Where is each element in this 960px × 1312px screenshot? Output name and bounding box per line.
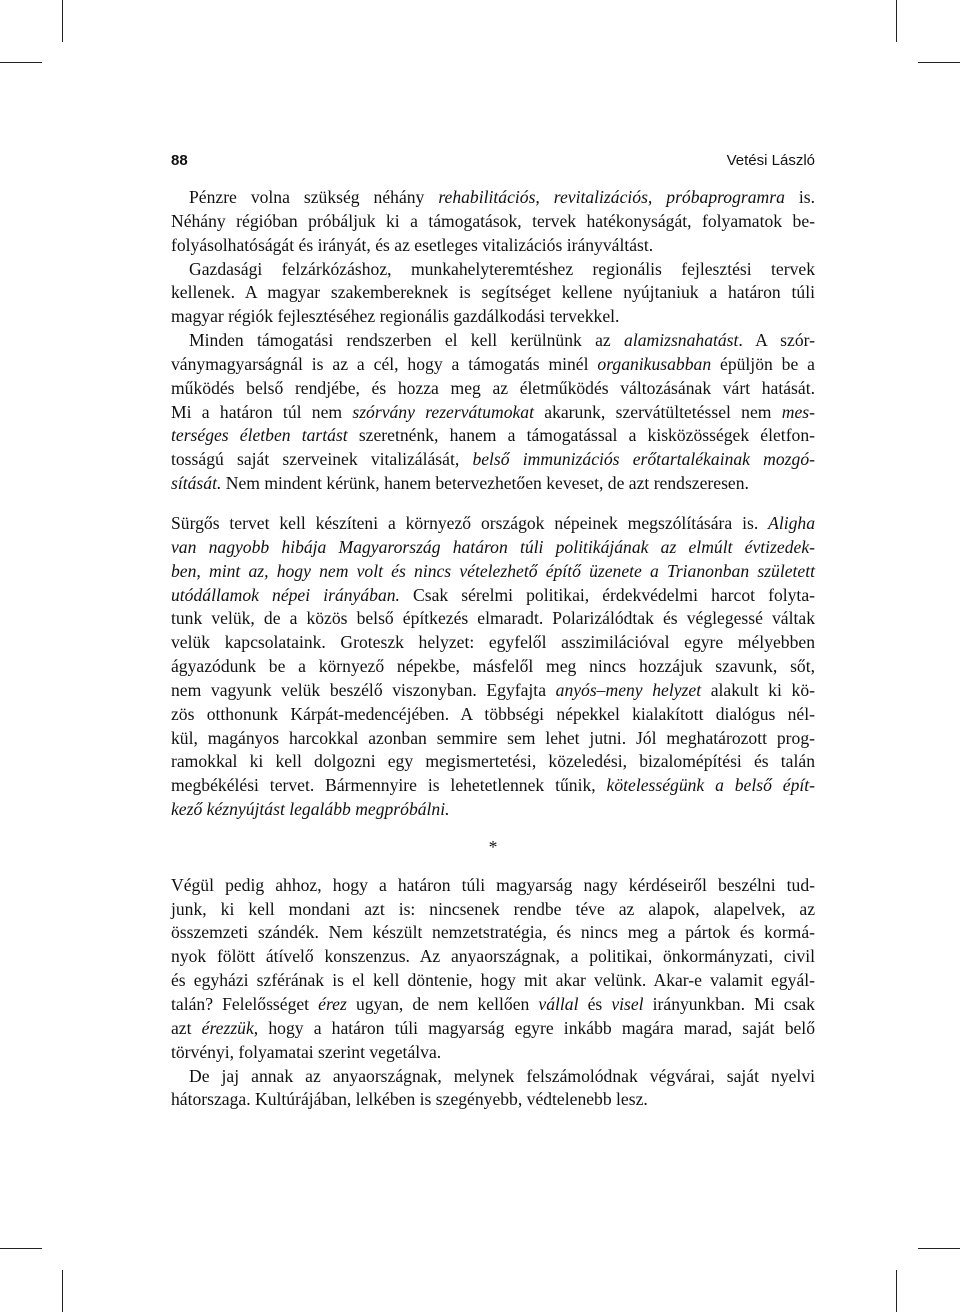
text-line (171, 401, 815, 425)
text-line (171, 305, 815, 329)
italic-run: van nagyobb hibája Magyarország határon túli politikájának az elmúlt évtizedek- (171, 536, 815, 557)
text-run: összemzeti szándék. Nem készült nemzetstratégia, és nincs meg a pártok és kormá- (171, 922, 815, 943)
text-run: nem vagyunk velük beszélő viszonyban. Egyfajta (171, 679, 556, 700)
paragraph (171, 512, 815, 822)
text-run: tosságú saját szerveinek vitalizálását, (171, 449, 473, 470)
text-run: Sürgős tervet kell készíteni a környező országok népeinek megszólítására is. (171, 512, 769, 533)
crop-mark-bottom-left (62, 1270, 63, 1312)
text-line (171, 536, 815, 560)
text-run: azt (171, 1017, 202, 1038)
text-line (171, 607, 815, 631)
text-line (171, 353, 815, 377)
text-run: ványmagyarságnál is az a cél, hogy a támogatás minél (171, 353, 598, 374)
italic-run: vállal (538, 994, 579, 1014)
crop-mark-right-top (918, 62, 960, 63)
italic-run: organikusabban (597, 353, 712, 374)
text-line (171, 993, 815, 1017)
text-run: tunk velük, de a közös belső építkezés elmaradt. Polarizálódtak és véglegessé váltak (171, 608, 815, 629)
text-line (171, 329, 815, 353)
text-line (171, 448, 815, 472)
text-line (171, 969, 815, 993)
text-run: talán? Felelősséget (171, 994, 319, 1014)
italic-run: alamizsnahatást (624, 330, 739, 351)
italic-run: rehabilitációs, revitalizációs, próbaprogramra (438, 187, 785, 207)
text-run: velük kapcsolataink. Groteszk helyzet: egyfelől asszimilációval egyre mélyebben (171, 632, 815, 653)
text-line (171, 945, 815, 969)
text-run: , hogy a határon túli magyarság egyre inkább magára marad, saját belő (253, 1017, 815, 1038)
italic-run: anyós–meny helyzet (555, 679, 702, 700)
text-line (171, 1088, 815, 1112)
text-run: megbékélési tervet. Bármennyire is lehetetlennek tűnik, (171, 775, 607, 796)
text-run: nyok fölött átívelő konszenzus. Az anyaországnak, a politikai, önkormányzati, civil (171, 946, 815, 967)
text-run: és (578, 994, 612, 1014)
text-line (171, 258, 815, 282)
text-line (171, 798, 815, 822)
text-run: . A szór- (738, 330, 815, 351)
text-line (171, 631, 815, 655)
text-line (171, 234, 815, 258)
text-run: Gazdasági felzárkózáshoz, munkahelyteremtéshez regionális fejlesztési tervek (189, 258, 815, 279)
italic-run: érez (318, 994, 347, 1014)
section-separator: * (488, 836, 498, 857)
italic-run: kező kéznyújtást legalább megpróbálni. (171, 799, 450, 820)
text-run: működés belső rendjébe, és hozza meg az életműködés változásának várt hatását. (171, 377, 815, 398)
text-run: Végül pedig ahhoz, hogy a határon túli magyarság nagy kérdéseiről beszélni tud- (171, 874, 815, 895)
running-header (171, 152, 815, 174)
italic-run: visel (611, 994, 644, 1014)
text-line (171, 1017, 815, 1041)
italic-run: terséges életben tartást (171, 425, 348, 446)
text-line (171, 703, 815, 727)
text-run: Néhány régióban próbáljuk ki a támogatások, tervek hatékonyságát, folyamatok be- (171, 210, 815, 231)
paragraph (171, 329, 815, 496)
crop-mark-top-right (896, 0, 897, 42)
text-run: ágyazódunk be a környező népekbe, másfelől meg nincs hozzájuk szavunk, sőt, (171, 656, 815, 677)
crop-mark-left-top (0, 62, 42, 63)
text-run: De jaj annak az anyaországnak, melynek felszámolódnak végvárai, saját nyelvi (189, 1065, 815, 1086)
text-line (171, 750, 815, 774)
text-run: ramokkal ki kell dolgozni egy megismertetési, közeledési, bizalomépítési és talán (171, 751, 815, 772)
text-line (171, 472, 815, 496)
paragraph (171, 258, 815, 330)
paragraph (171, 1065, 815, 1113)
text-run: épüljön be a (711, 353, 815, 374)
crop-mark-top-left (62, 0, 63, 42)
italic-run: utódállamok népei irányában. (171, 584, 400, 605)
crop-mark-right-bottom (918, 1248, 960, 1249)
text-run: zös otthonunk Kárpát-medencéjében. A többségi népekkel kialakított dialógus nél- (171, 703, 815, 724)
italic-run: sítását. (171, 473, 222, 494)
italic-run: belső immunizációs erőtartalékainak mozgó- (472, 449, 815, 470)
italic-run: ben, mint az, hogy nem volt és nincs vételezhető építő üzenete a Trianonban született (171, 560, 815, 581)
page-number: 88 (171, 152, 188, 169)
text-run: Minden támogatási rendszerben el kell kerülnünk az (189, 330, 625, 351)
paragraph (171, 874, 815, 1065)
text-line (171, 377, 815, 401)
italic-run: mes- (781, 401, 815, 422)
text-line (171, 186, 815, 210)
text-run: hátorszaga. Kultúrájában, lelkében is szegényebb, védtelenebb lesz. (171, 1089, 648, 1110)
text-line (171, 874, 815, 898)
text-line (171, 281, 815, 305)
crop-mark-left-bottom (0, 1248, 42, 1249)
italic-run: Aligha (768, 512, 815, 533)
italic-run: szórvány rezervátumokat (352, 401, 534, 422)
text-run: is. (784, 187, 816, 207)
text-run: Pénzre volna szükség néhány (189, 187, 439, 207)
text-line (171, 727, 815, 751)
text-run: Csak sérelmi politikai, érdekvédelmi harcot folyta- (399, 584, 815, 605)
text-line (171, 560, 815, 584)
text-run: folyásolhatóságát és irányát, és az esetleges vitalizációs irányváltást. (171, 234, 654, 255)
paragraph (171, 186, 815, 258)
text-run: ugyan, de nem kellően (346, 994, 539, 1014)
italic-run: érezzük (201, 1017, 254, 1038)
text-line (171, 512, 815, 536)
running-author: Vetési László (726, 152, 815, 169)
text-line (171, 1041, 815, 1065)
text-run: Mi a határon túl nem (171, 401, 353, 422)
text-run: alakult ki kö- (701, 679, 815, 700)
text-run: és egyházi szférának is el kell döntenie, hogy mit akar velünk. Akar-e valamit egyál- (171, 970, 815, 991)
text-line (171, 774, 815, 798)
text-line (171, 898, 815, 922)
text-run: junk, ki kell mondani azt is: nincsenek rendbe téve az alapok, alapelvek, az (171, 898, 815, 919)
body-text (171, 186, 815, 1112)
text-run: törvényi, folyamatai szerint vegetálva. (171, 1041, 442, 1062)
text-line (171, 655, 815, 679)
text-run: irányunkban. Mi csak (643, 994, 815, 1014)
text-run: magyar régiók fejlesztéséhez regionális gazdálkodási tervekkel. (171, 306, 620, 327)
text-run: akarunk, szervátültetéssel nem (533, 401, 782, 422)
text-run: Nem mindent kérünk, hanem betervezhetően keveset, de azt rendszeresen. (221, 473, 749, 494)
text-line (171, 424, 815, 448)
crop-mark-bottom-right (896, 1270, 897, 1312)
text-line (171, 679, 815, 703)
text-run: szeretnénk, hanem a támogatással a kisközösségek életfon- (347, 425, 816, 446)
text-run: kellenek. A magyar szakembereknek is segítséget kellene nyújtaniuk a határon túli (171, 282, 815, 303)
text-line (171, 210, 815, 234)
text-line (171, 1065, 815, 1089)
italic-run: kötelességünk a belső épít- (606, 775, 815, 796)
text-run: kül, magányos harcokkal azonban semmire sem lehet jutni. Jól meghatározott prog- (171, 727, 815, 748)
text-line (171, 584, 815, 608)
text-line (171, 921, 815, 945)
